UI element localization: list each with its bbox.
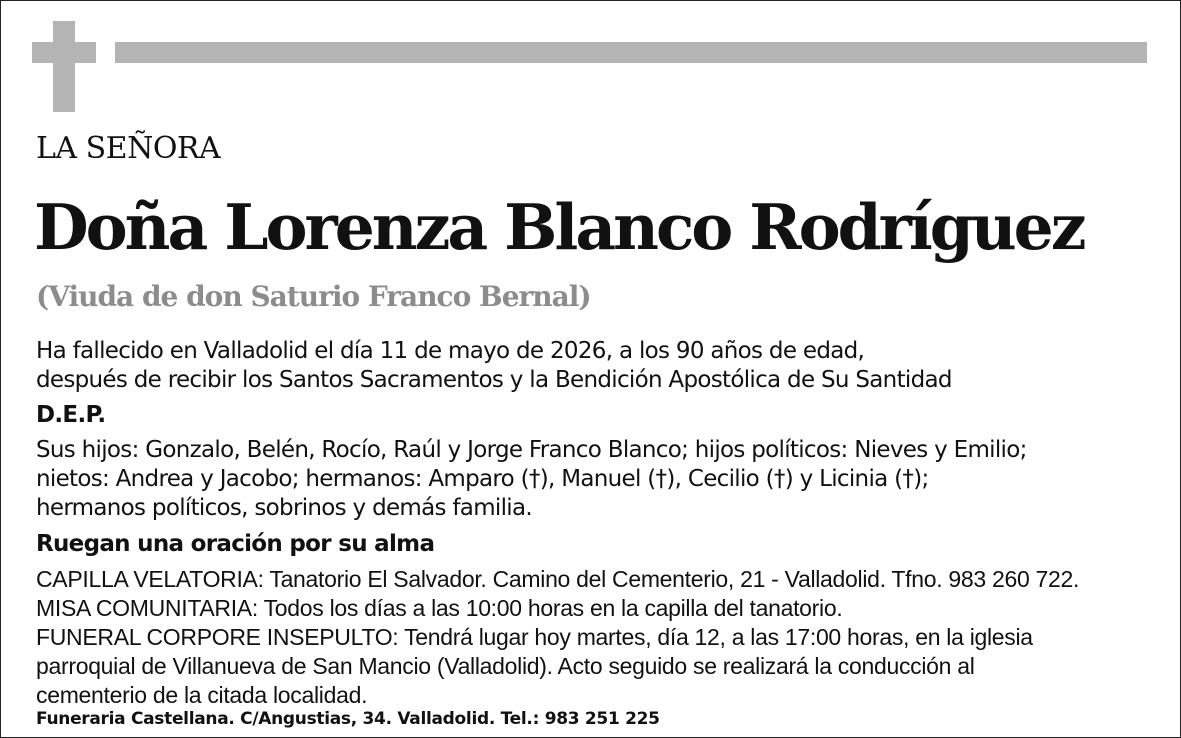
rip-label: D.E.P. [36,402,106,428]
deceased-name: Doña Lorenza Blanco Rodríguez [34,190,1084,264]
widow-line: (Viuda de don Saturio Franco Bernal) [36,280,591,313]
cross-horizontal-bar [32,42,96,63]
family-line-3: hermanos políticos, sobrinos y demás familia. [36,495,532,521]
family-line-1: Sus hijos: Gonzalo, Belén, Rocío, Raúl y Jorge Franco Blanco; hijos políticos: Nieves y Emilio; [36,437,1027,463]
header-divider-bar [115,42,1147,63]
funeral-info-line-2: parroquial de Villanueva de San Mancio (Valladolid). Acto seguido se realizará la conducción al [36,653,975,679]
funeral-info-line-1: FUNERAL CORPORE INSEPULTO: Tendrá lugar hoy martes, día 12, a las 17:00 horas, en la iglesia [36,624,1033,650]
cross-vertical-bar [53,21,75,112]
mass-info: MISA COMUNITARIA: Todos los días a las 10:00 horas en la capilla del tanatorio. [36,595,843,621]
death-notice-line-2: después de recibir los Santos Sacramentos y la Bendición Apostólica de Su Santidad [36,367,952,393]
prayer-request: Ruegan una oración por su alma [36,531,435,557]
funeral-info-line-3: cementerio de la citada localidad. [36,682,368,708]
funeral-home-footer: Funeraria Castellana. C/Angustias, 34. Valladolid. Tel.: 983 251 225 [36,709,660,729]
honorific: LA SEÑORA [36,131,221,166]
family-line-2: nietos: Andrea y Jacobo; hermanos: Amparo (†), Manuel (†), Cecilio (†) y Licinia (†); [36,466,929,492]
chapel-info: CAPILLA VELATORIA: Tanatorio El Salvador. Camino del Cementerio, 21 - Valladolid. Tfno. 983 260 722. [36,566,1080,592]
death-notice-line-1: Ha fallecido en Valladolid el día 11 de mayo de 2026, a los 90 años de edad, [36,338,865,364]
